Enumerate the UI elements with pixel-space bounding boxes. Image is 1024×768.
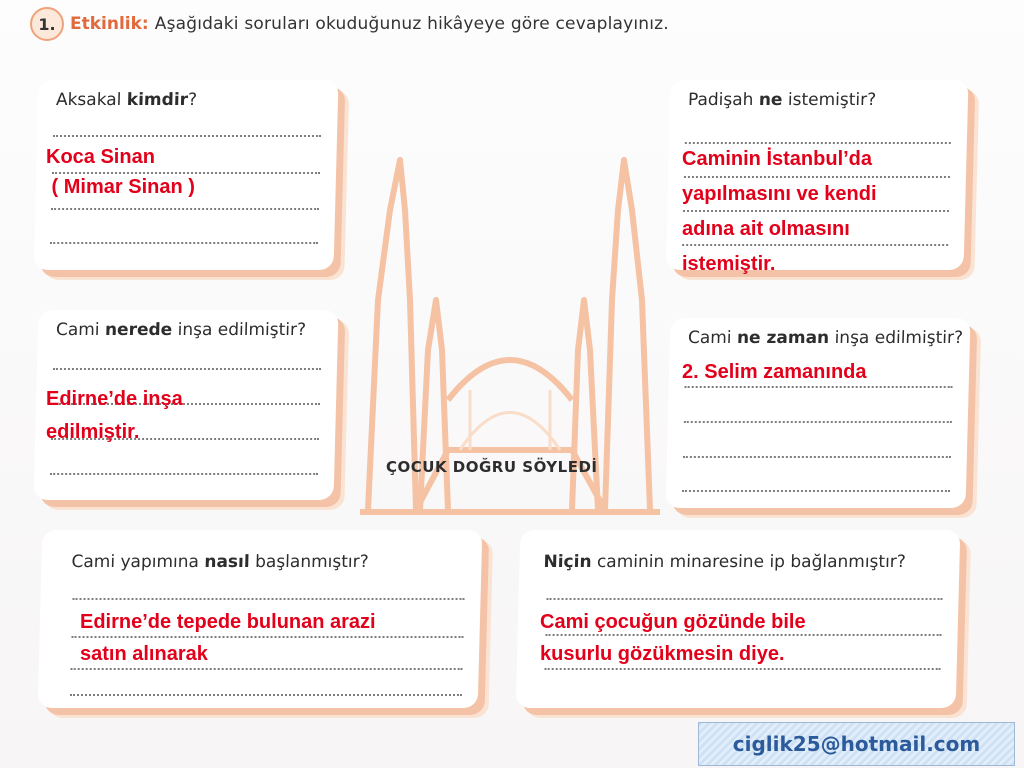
answer-line: [50, 473, 318, 475]
question-text: Cami yapımına nasıl başlanmıştır?: [71, 552, 369, 572]
activity-label: Etkinlik:: [70, 14, 149, 34]
answer-text: Cami çocuğun gözünde bile kusurlu gözükmesin diye.: [540, 611, 806, 665]
question-text: Padişah ne istemiştir?: [687, 90, 877, 110]
answer-text: Koca Sinan ( Mimar Sinan ): [46, 146, 195, 198]
answer-line: [53, 368, 321, 370]
question-card-when: [666, 318, 971, 508]
answer-line: [546, 598, 942, 600]
activity-number-badge: 1.: [30, 7, 64, 41]
center-caption: ÇOCUK DOĞRU SÖYLEDİ: [386, 458, 598, 476]
activity-header: [30, 4, 669, 44]
answer-text: Edirne’de tepede bulunan arazi satın alınarak: [80, 611, 376, 665]
answer-line: [53, 135, 321, 137]
answer-text: Caminin İstanbul’da yapılmasını ve kendi adına ait olmasını istemiştir.: [682, 148, 877, 275]
answer-line: [50, 242, 318, 244]
question-text: Aksakal kimdir?: [55, 90, 198, 110]
question-text: Cami ne zaman inşa edilmiştir?: [687, 328, 964, 348]
answer-line: [684, 421, 952, 423]
question-text: Niçin caminin minaresine ip bağlanmıştır?: [543, 552, 907, 572]
answer-line: [682, 490, 950, 492]
email-watermark: ciglik25@hotmail.com: [698, 722, 1015, 766]
answer-line: [70, 694, 462, 696]
question-text: Cami nerede inşa edilmiştir?: [55, 320, 307, 340]
answer-line: [683, 456, 951, 458]
activity-instruction: Aşağıdaki soruları okuduğunuz hikâyeye göre cevaplayınız.: [154, 14, 669, 34]
answer-text: 2. Selim zamanında: [682, 361, 867, 383]
answer-line: [72, 598, 464, 600]
answer-line: [51, 208, 319, 210]
answer-text: Edirne’de inşa edilmiştir.: [46, 388, 183, 443]
